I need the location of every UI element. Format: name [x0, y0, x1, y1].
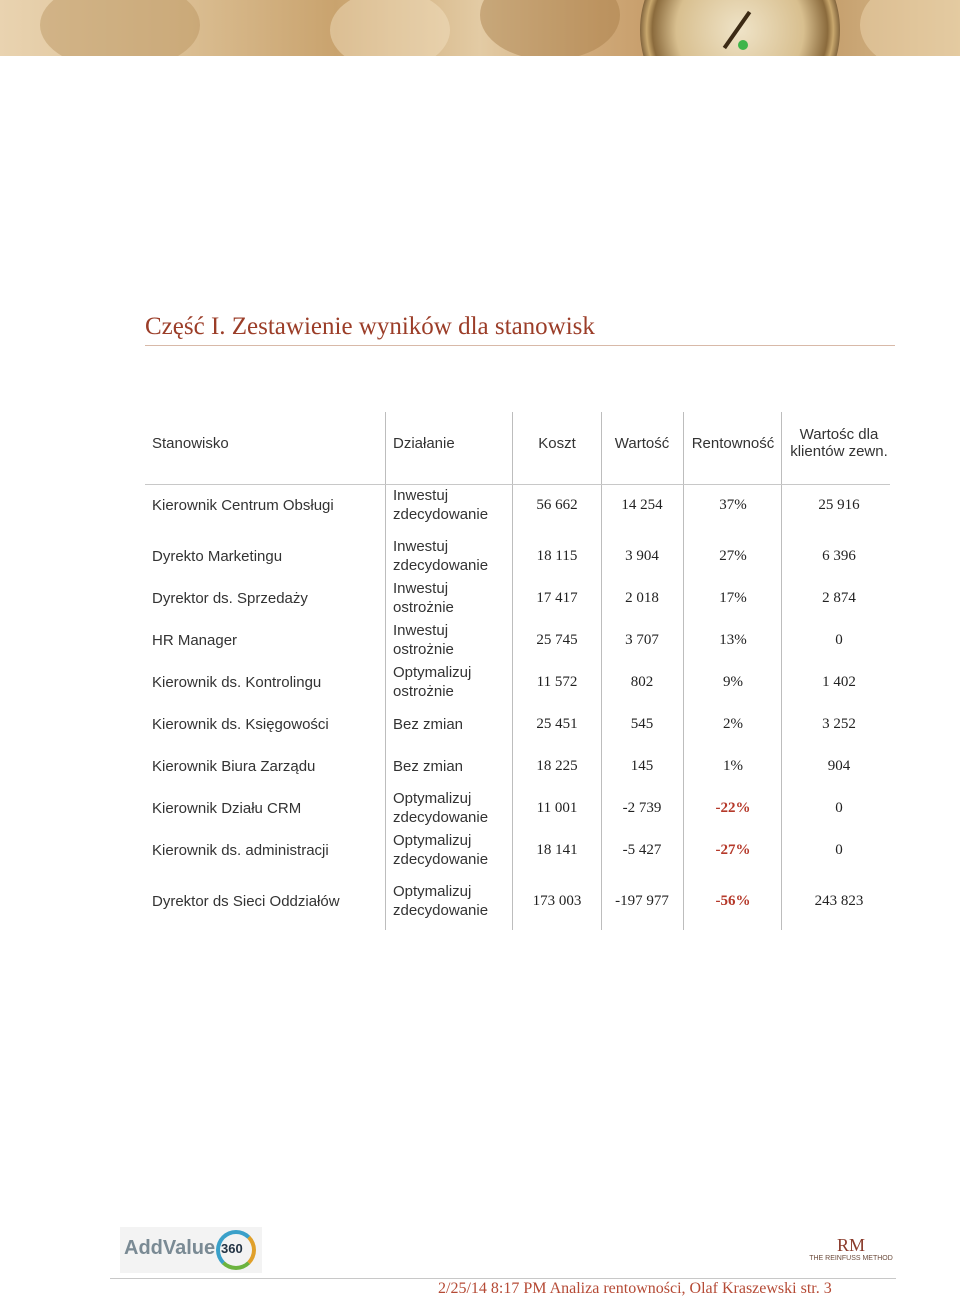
cell-cost: 25 451	[536, 715, 578, 732]
cell-cost: 11 572	[536, 673, 578, 690]
header-profitability: Rentowność	[691, 434, 775, 452]
cell-value: -197 977	[615, 892, 669, 909]
cell-profitability: -27%	[715, 841, 751, 858]
footer-text: 2/25/14 8:17 PM Analiza rentowności, Olaf Kraszewski str. 3	[438, 1280, 832, 1297]
cell-position: Kierownik ds. Księgowości	[152, 715, 329, 733]
cell-external: 1 402	[822, 673, 856, 690]
cell-external: 243 823	[814, 892, 864, 909]
cell-profitability: 2%	[723, 715, 743, 732]
cell-profitability: 13%	[719, 631, 747, 648]
cell-cost: 11 001	[536, 799, 578, 816]
cell-profitability: -22%	[715, 799, 751, 816]
cell-action: Optymalizuj zdecydowanie	[393, 883, 489, 919]
cell-external: 25 916	[818, 496, 860, 513]
cell-position: Kierownik ds. administracji	[152, 841, 329, 859]
header-banner	[0, 0, 960, 56]
cell-profitability: -56%	[715, 892, 751, 909]
cell-value: -5 427	[622, 841, 662, 858]
cell-cost: 56 662	[536, 496, 578, 513]
cell-external: 904	[827, 757, 851, 774]
reinfuss-method-logo: RM THE REINFUSS METHOD	[809, 1235, 893, 1262]
cell-action: Inwestuj ostrożnie	[393, 580, 454, 616]
header-value: Wartość	[614, 434, 670, 452]
cell-value: 14 254	[621, 496, 663, 513]
column-divider	[385, 412, 386, 930]
cell-profitability: 37%	[719, 496, 747, 513]
cell-cost: 25 745	[536, 631, 578, 648]
cell-position: Kierownik Biura Zarządu	[152, 757, 316, 775]
cell-position: Kierownik ds. Kontrolingu	[152, 673, 322, 691]
cell-action: Inwestuj zdecydowanie	[393, 538, 489, 574]
cell-external: 3 252	[822, 715, 856, 732]
cell-value: 802	[630, 673, 654, 690]
cell-position: Dyrektor ds. Sprzedaży	[152, 589, 308, 607]
cell-position: Kierownik Działu CRM	[152, 799, 302, 817]
cell-action: Optymalizuj zdecydowanie	[393, 790, 489, 826]
cell-cost: 18 141	[536, 841, 578, 858]
cell-position: Kierownik Centrum Obsługi	[152, 496, 334, 514]
cell-external: 0	[835, 841, 843, 858]
addvalue-logo: AddValue 360	[120, 1227, 262, 1273]
cell-external: 6 396	[822, 547, 856, 564]
footer-divider	[110, 1278, 896, 1279]
page-title: Część I. Zestawienie wyników dla stanowisk	[145, 313, 595, 340]
cell-cost: 18 115	[536, 547, 578, 564]
cell-external: 0	[835, 799, 843, 816]
cell-position: Dyrekto Marketingu	[152, 547, 283, 565]
cell-position: HR Manager	[152, 631, 238, 649]
cell-external: 2 874	[822, 589, 856, 606]
cell-cost: 18 225	[536, 757, 578, 774]
cell-action: Bez zmian	[393, 757, 464, 775]
cell-action: Inwestuj zdecydowanie	[393, 487, 489, 523]
cell-action: Inwestuj ostrożnie	[393, 622, 454, 658]
cell-profitability: 17%	[719, 589, 747, 606]
header-action: Działanie	[393, 434, 455, 452]
cell-action: Optymalizuj ostrożnie	[393, 664, 472, 700]
cell-value: 3 904	[625, 547, 659, 564]
cell-profitability: 27%	[719, 547, 747, 564]
cell-value: 545	[630, 715, 654, 732]
cell-cost: 17 417	[536, 589, 578, 606]
header-position: Stanowisko	[152, 434, 229, 452]
cell-external: 0	[835, 631, 843, 648]
cell-cost: 173 003	[532, 892, 582, 909]
header-cost: Koszt	[538, 434, 576, 452]
cell-action: Optymalizuj zdecydowanie	[393, 832, 489, 868]
cell-action: Bez zmian	[393, 715, 464, 733]
cell-value: 2 018	[625, 589, 659, 606]
cell-position: Dyrektor ds Sieci Oddziałów	[152, 892, 340, 910]
cell-value: 145	[630, 757, 654, 774]
cell-profitability: 1%	[723, 757, 743, 774]
cell-value: 3 707	[625, 631, 659, 648]
header-external: Wartośc dla klientów zewn.	[790, 426, 888, 460]
cell-value: -2 739	[622, 799, 662, 816]
title-divider	[145, 345, 895, 346]
cell-profitability: 9%	[723, 673, 743, 690]
